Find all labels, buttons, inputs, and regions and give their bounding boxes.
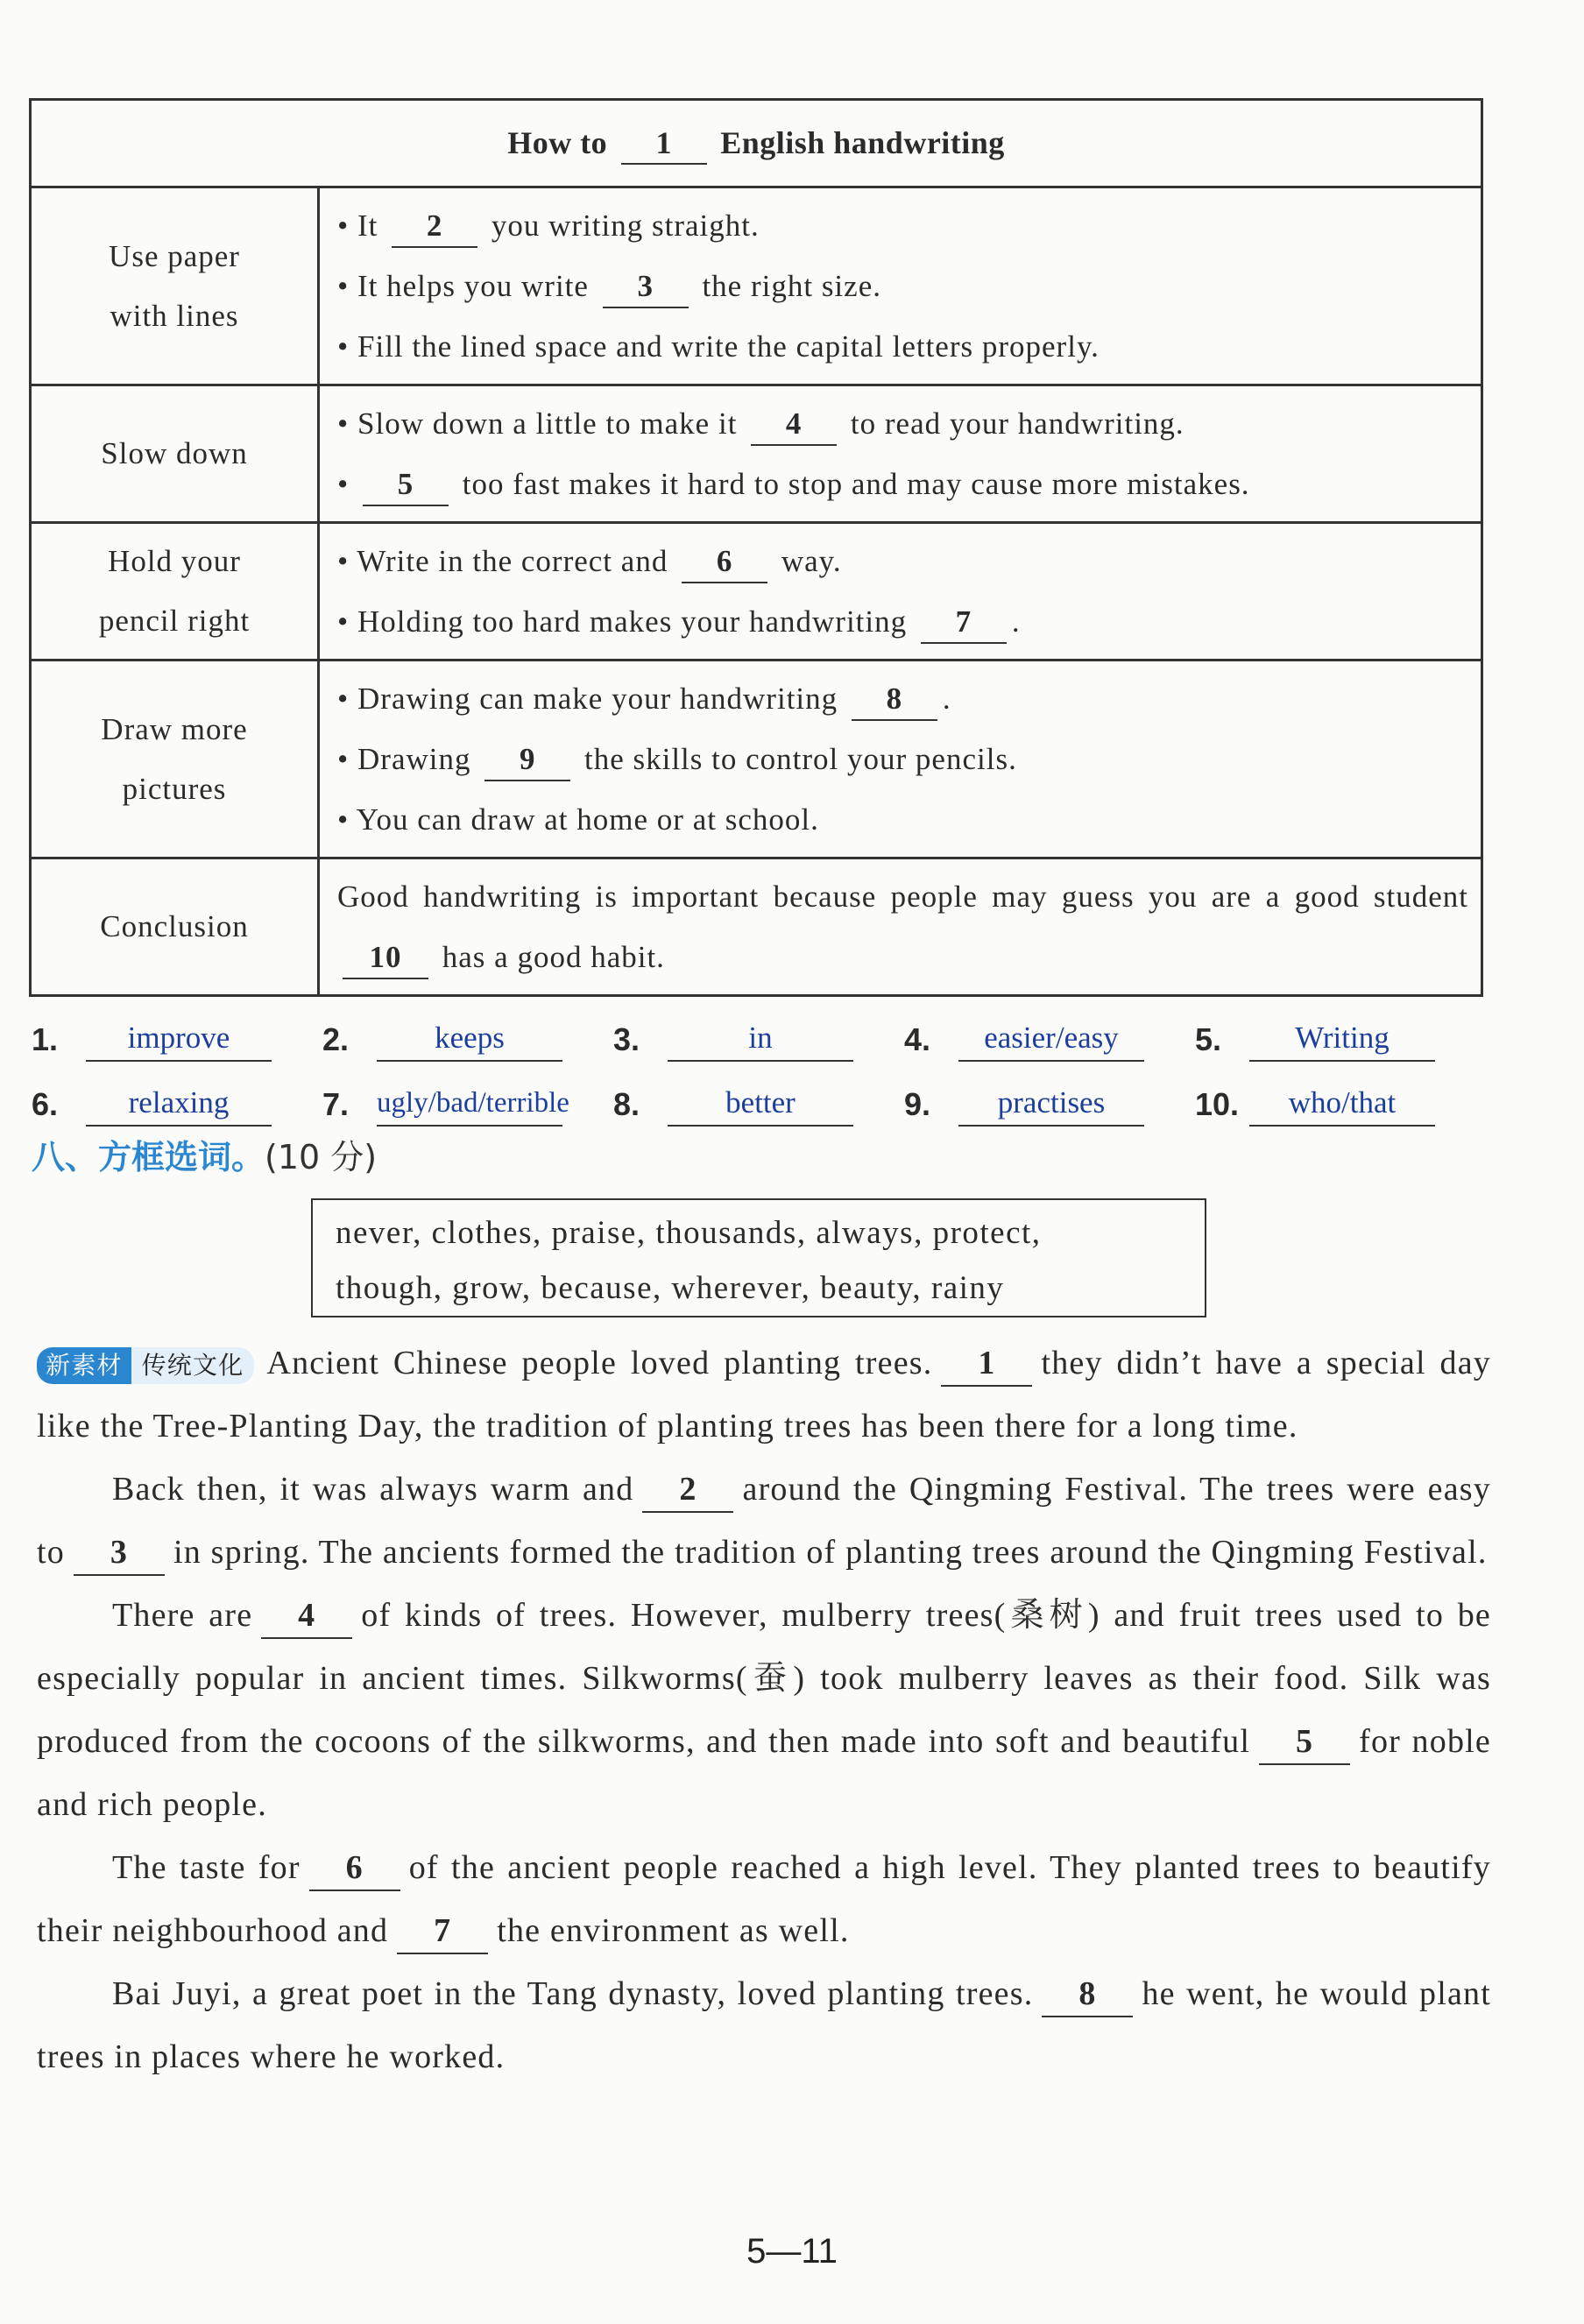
blank-6: 6 bbox=[682, 541, 767, 583]
answer-number: 6. bbox=[32, 1086, 59, 1122]
bullet: • bbox=[337, 467, 350, 501]
section-score: (10 分) bbox=[265, 1138, 378, 1176]
row-content bbox=[319, 858, 1482, 996]
category-line: Use paper bbox=[109, 238, 240, 273]
line-text: Slow down a little to make it bbox=[357, 406, 738, 441]
answer-number: 5. bbox=[1195, 1021, 1222, 1057]
row-category bbox=[31, 660, 319, 858]
answer-item bbox=[1195, 1081, 1486, 1127]
passage-paragraph bbox=[37, 1332, 1491, 1458]
answer-item bbox=[904, 1081, 1195, 1127]
category-line: Hold your bbox=[108, 544, 241, 578]
line-text: Fill the lined space and write the capital letters properly. bbox=[357, 329, 1100, 364]
answer-item bbox=[322, 1081, 613, 1127]
blank-9: 9 bbox=[484, 739, 570, 781]
passage-text: of kinds of trees. However, mulberry trees(桑树) and fruit trees used to be especially popular in ancient times. Silkworms(蚕) took mulberry leaves as their food. Silk was produced from the cocoons of the silkworms, and then made into soft and beautiful bbox=[37, 1597, 1491, 1760]
line-text: way. bbox=[781, 544, 842, 578]
answer-number: 9. bbox=[904, 1086, 931, 1122]
answer-number: 2. bbox=[322, 1021, 350, 1057]
row-content bbox=[319, 385, 1482, 523]
passage-text: The taste for bbox=[112, 1849, 301, 1886]
answer-item bbox=[613, 1081, 904, 1127]
bullet: • bbox=[337, 802, 350, 837]
blank-3: 3 bbox=[603, 266, 689, 308]
line-text: You can draw at home or at school. bbox=[356, 802, 819, 837]
line-text: . bbox=[1011, 604, 1021, 639]
line-text: too fast makes it hard to stop and may cause more mistakes. bbox=[462, 467, 1250, 501]
passage-text: in spring. The ancients formed the tradition of planting trees around the Qingming Festival. bbox=[173, 1534, 1488, 1571]
passage-blank-2: 2 bbox=[642, 1467, 733, 1513]
line-text: It bbox=[357, 208, 378, 243]
line-text: the skills to control your pencils. bbox=[583, 742, 1017, 776]
answer-item bbox=[613, 1016, 904, 1062]
answer-value: relaxing bbox=[86, 1081, 272, 1127]
passage-text: Bai Juyi, a great poet in the Tang dynasty, loved planting trees. bbox=[112, 1975, 1034, 2012]
passage-text: Back then, it was always warm and bbox=[112, 1471, 634, 1508]
category-line: pencil right bbox=[98, 604, 251, 638]
table-row bbox=[31, 858, 1482, 996]
row-content bbox=[319, 523, 1482, 660]
passage-text: of the ancient people reached a high level. They planted trees to beautify their neighbourhood and bbox=[37, 1849, 1491, 1949]
handwriting-table bbox=[29, 98, 1483, 997]
passage-blank-1: 1 bbox=[941, 1341, 1032, 1387]
category-line: pictures bbox=[122, 771, 227, 806]
answer-row bbox=[32, 1062, 1486, 1127]
passage-paragraph bbox=[37, 1584, 1491, 1836]
row-content bbox=[319, 660, 1482, 858]
answer-item bbox=[32, 1016, 322, 1062]
line-text: Drawing can make your handwriting bbox=[357, 682, 838, 716]
table-row bbox=[31, 385, 1482, 523]
passage-blank-7: 7 bbox=[397, 1909, 488, 1954]
answer-item bbox=[1195, 1016, 1486, 1062]
line-text: Holding too hard makes your handwriting bbox=[357, 604, 908, 639]
answer-value: practises bbox=[958, 1081, 1144, 1127]
blank-5: 5 bbox=[363, 464, 449, 506]
line-text: you writing straight. bbox=[491, 208, 760, 243]
row-category bbox=[31, 858, 319, 996]
bullet-line bbox=[337, 454, 1481, 514]
answer-value: in bbox=[668, 1016, 853, 1062]
line-text: to read your handwriting. bbox=[850, 406, 1184, 441]
blank-10: 10 bbox=[343, 937, 428, 979]
row-category bbox=[31, 187, 319, 385]
bullet: • bbox=[337, 406, 350, 441]
answer-number: 10. bbox=[1195, 1086, 1240, 1122]
passage-blank-5: 5 bbox=[1259, 1720, 1350, 1765]
answer-number: 4. bbox=[904, 1021, 931, 1057]
answer-number: 3. bbox=[613, 1021, 640, 1057]
passage-paragraph bbox=[37, 1962, 1491, 2088]
blank-2: 2 bbox=[392, 206, 477, 248]
answer-number: 7. bbox=[322, 1086, 350, 1122]
reading-passage bbox=[37, 1332, 1491, 2088]
bullet-line bbox=[337, 668, 1481, 729]
passage-text: There are bbox=[112, 1597, 253, 1634]
line-text: Write in the correct and bbox=[357, 544, 668, 578]
answer-number: 8. bbox=[613, 1086, 640, 1122]
passage-blank-4: 4 bbox=[261, 1593, 352, 1639]
row-category bbox=[31, 523, 319, 660]
passage-text: Ancient Chinese people loved planting trees. bbox=[266, 1345, 933, 1381]
category-line: Slow down bbox=[101, 436, 248, 470]
answer-value: keeps bbox=[377, 1016, 562, 1062]
passage-paragraph bbox=[37, 1836, 1491, 1962]
word-box-line: never, clothes, praise, thousands, always, protect, bbox=[336, 1215, 1042, 1251]
answer-value: improve bbox=[86, 1016, 272, 1062]
bullet-line bbox=[337, 316, 1481, 377]
bullet: • bbox=[337, 329, 350, 364]
answer-value: Writing bbox=[1249, 1016, 1435, 1062]
bullet-line bbox=[337, 256, 1481, 316]
line-text: Drawing bbox=[357, 742, 471, 776]
title-text-before: How to bbox=[507, 124, 608, 160]
bullet: • bbox=[337, 742, 350, 776]
passage-text: the environment as well. bbox=[497, 1912, 850, 1949]
answer-number: 1. bbox=[32, 1021, 59, 1057]
row-content bbox=[319, 187, 1482, 385]
category-line: Conclusion bbox=[100, 909, 249, 943]
answer-row bbox=[32, 997, 1486, 1062]
bullet: • bbox=[337, 544, 350, 578]
table-row bbox=[31, 523, 1482, 660]
bullet: • bbox=[337, 269, 350, 303]
table-row bbox=[31, 660, 1482, 858]
bullet-line bbox=[337, 393, 1481, 454]
passage-paragraph bbox=[37, 1458, 1491, 1584]
bullet-line bbox=[337, 789, 1481, 850]
answer-value: better bbox=[668, 1081, 853, 1127]
category-line: Draw more bbox=[101, 711, 248, 746]
line-text: It helps you write bbox=[357, 269, 589, 303]
line-text: . bbox=[942, 682, 951, 716]
passage-blank-3: 3 bbox=[74, 1530, 165, 1576]
blank-1: 1 bbox=[621, 123, 707, 165]
category-line: with lines bbox=[110, 298, 239, 333]
row-category bbox=[31, 385, 319, 523]
answer-item bbox=[322, 1016, 613, 1062]
bullet-line bbox=[337, 531, 1481, 591]
title-text-after: English handwriting bbox=[720, 124, 1005, 160]
passage-text: he went, he would plant trees in places where he worked. bbox=[37, 1975, 1491, 2075]
answer-item bbox=[904, 1016, 1195, 1062]
material-tag bbox=[37, 1347, 254, 1384]
table-row bbox=[31, 187, 1482, 385]
bullet: • bbox=[337, 682, 350, 716]
line-text: the right size. bbox=[702, 269, 881, 303]
answer-value: ugly/bad/terrible bbox=[377, 1081, 562, 1127]
answer-value: who/that bbox=[1249, 1081, 1435, 1127]
tag-traditional-culture: 传统文化 bbox=[131, 1347, 255, 1384]
bullet-line bbox=[337, 195, 1481, 256]
blank-7: 7 bbox=[921, 602, 1007, 644]
line-text: Good handwriting is important because people may guess you are a good student bbox=[337, 879, 1468, 914]
bullet: • bbox=[337, 208, 350, 243]
passage-text: they didn’t have a special day like the Tree-Planting Day, the tradition of planting trees has been there for a long time. bbox=[37, 1345, 1491, 1445]
blank-8: 8 bbox=[852, 679, 937, 721]
word-box bbox=[311, 1198, 1206, 1317]
passage-text: for noble and rich people. bbox=[37, 1723, 1491, 1823]
conclusion-text bbox=[337, 866, 1481, 987]
bullet-line bbox=[337, 591, 1481, 652]
blank-4: 4 bbox=[751, 404, 837, 446]
passage-blank-6: 6 bbox=[309, 1846, 400, 1891]
tag-new-material: 新素材 bbox=[37, 1347, 131, 1384]
answer-key bbox=[32, 997, 1486, 1127]
page-number: 5—11 bbox=[746, 2232, 838, 2271]
bullet: • bbox=[337, 604, 350, 639]
passage-blank-8: 8 bbox=[1042, 1972, 1133, 2017]
section-heading bbox=[32, 1130, 377, 1178]
passage-text: around the Qingming Festival. The trees were easy to bbox=[37, 1471, 1491, 1571]
answer-value: easier/easy bbox=[958, 1016, 1144, 1062]
line-text: has a good habit. bbox=[442, 940, 665, 974]
bullet-line bbox=[337, 729, 1481, 789]
answer-item bbox=[32, 1081, 322, 1127]
table-title bbox=[31, 100, 1482, 187]
word-box-line: though, grow, because, wherever, beauty, rainy bbox=[336, 1270, 1005, 1306]
section-title: 八、方框选词。 bbox=[32, 1138, 265, 1176]
